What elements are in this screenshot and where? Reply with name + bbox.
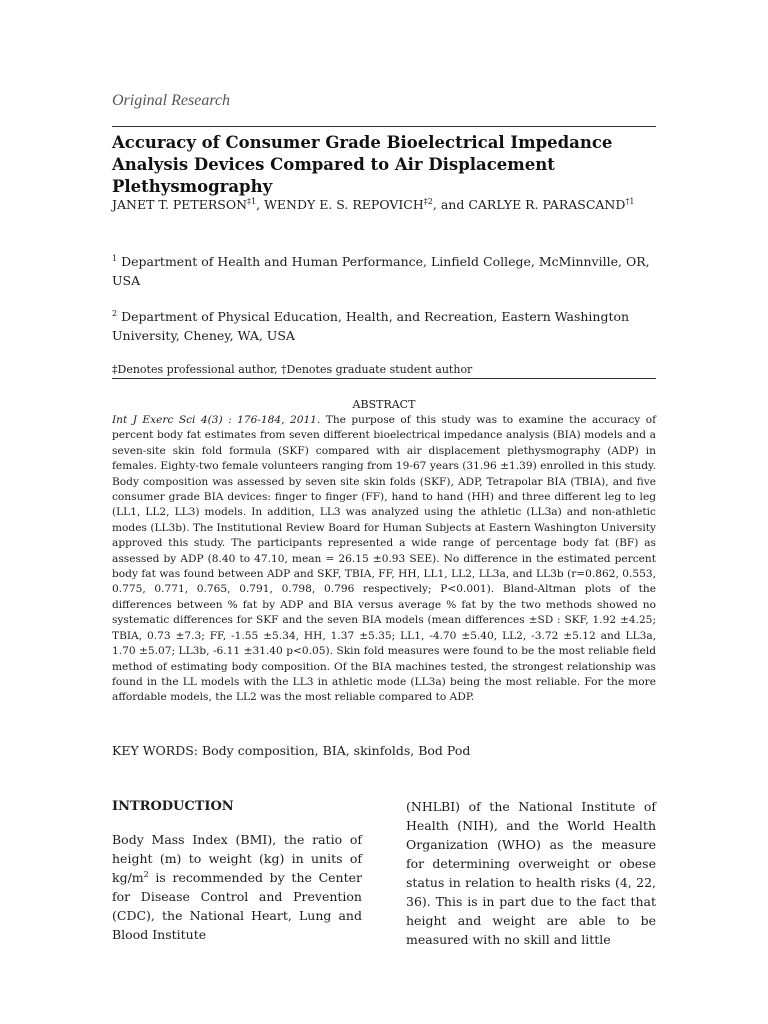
author-mark: ‡1 xyxy=(247,196,257,206)
paper-title: Accuracy of Consumer Grade Bioelectrical Impedance Analysis Devices Compared to Air Displacement Plethysmography xyxy=(112,133,613,196)
author-notes: ‡Denotes professional author, †Denotes graduate student author xyxy=(112,363,656,379)
section-label: Original Research xyxy=(112,92,231,109)
paragraph-text: (NHLBI) of the National Institute of Health (NIH), and the World Health Organization (WHO) as the measure for determining overweight or obese status in relation to health risks (4, 22, 36). This is in part due to the fact that height and weight are able to be measured with no skill and little xyxy=(406,799,656,947)
author-mark: †1 xyxy=(625,196,635,206)
abstract-text: The purpose of this study was to examine the accuracy of percent body fat estimates from seven different bioelectrical impedance analysis (BIA) models and a seven-site skin fold formula (SKF) compared with air displacement plethysmography (ADP) in females. Eighty-two female volunteers ranging from 19-67 years (31.96 ±1.39) enrolled in this study. Body composition was assessed by seven site skin folds (SKF), ADP, Tetrapolar BIA (TBIA), and five consumer grade BIA devices: finger to finger (FF), hand to hand (HH) and three different leg to leg (LL1, LL2, LL3) models. In addition, LL3 was analyzed using the athletic (LL3a) and non-athletic modes (LL3b). The Institutional Review Board for Human Subjects at Eastern Washington University approved this study. The participants represented a wide range of percentage body fat (BF) as assessed by ADP (8.40 to 47.10, mean = 26.15 ±0.93 SEE). No difference in the estimated percent body fat was found between ADP and SKF, TBIA, FF, HH, LL1, LL2, LL3a, and LL3b (r=0.862, 0.553, 0.775, 0.771, 0.765, 0.791, 0.798, 0.796 respectively; P<0.001). Bland-Altman plots of the differences between % fat by ADP and BIA versus average % fat by the two methods showed no systematic differences for SKF and the seven BIA models (mean differences ±SD : SKF, 1.92 ±4.25; TBIA, 0.73 ±7.3; FF, -1.55 ±5.34, HH, 1.37 ±5.35; LL1, -4.70 ±5.40, LL2, -3.72 ±5.12 and LL3a, 1.70 ±5.07; LL3b, -6.11 ±31.40 p<0.05). Skin fold measures were found to be the most reliable field method of estimating body composition. Of the BIA machines tested, the strongest relationship was found in the LL models with the LL3 in athletic mode (LL3a) being the most reliable. For the more affordable models, the LL2 was the most reliable compared to ADP. xyxy=(112,414,656,704)
author-name: CARLYE R. PARASCAND xyxy=(468,197,626,212)
superscript: 2 xyxy=(143,869,149,879)
affiliation xyxy=(112,252,656,290)
affiliation-number: 2 xyxy=(112,308,118,318)
author-mark: ‡2 xyxy=(423,196,433,206)
author-list xyxy=(112,195,656,214)
affiliation-text: Department of Health and Human Performance, Linfield College, McMinnville, OR, USA xyxy=(112,254,650,288)
affiliation-text: Department of Physical Education, Health, and Recreation, Eastern Washington University, Cheney, WA, USA xyxy=(112,309,630,343)
paragraph-text: Body Mass Index (BMI), the ratio of height (m) to weight (kg) in units of kg/m xyxy=(112,832,362,885)
affiliation xyxy=(112,307,656,345)
paragraph xyxy=(112,830,362,944)
paragraph-text: is recommended by the Center for Disease Control and Prevention (CDC), the National Heart, Lung and Blood Institute xyxy=(112,870,362,942)
keywords: KEY WORDS: Body composition, BIA, skinfolds, Bod Pod xyxy=(112,743,471,758)
column-right xyxy=(406,797,656,949)
header-rule xyxy=(112,126,656,127)
journal-citation: Int J Exerc Sci 4(3) : 176-184, 2011. xyxy=(112,414,321,426)
author-name: JANET T. PETERSON xyxy=(112,197,248,212)
abstract-body xyxy=(112,413,656,706)
affiliation-number: 1 xyxy=(112,253,118,263)
abstract-heading: ABSTRACT xyxy=(352,398,416,411)
author-separator: , and xyxy=(432,197,469,212)
author-separator: , xyxy=(256,197,265,212)
author-name: WENDY E. S. REPOVICH xyxy=(264,197,424,212)
section-heading: INTRODUCTION xyxy=(112,799,234,814)
column-left xyxy=(112,797,362,944)
